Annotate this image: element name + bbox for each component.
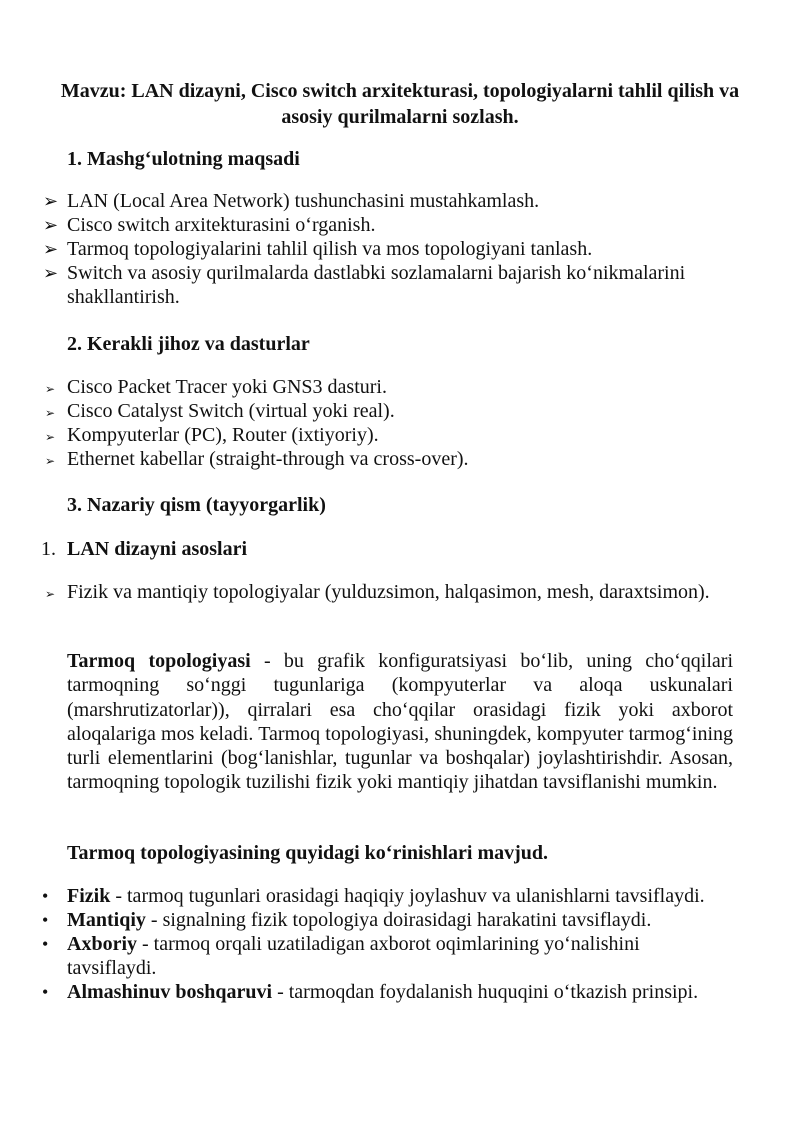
list-item: ➢ Kompyuterlar (PC), Router (ixtiyoriy). (0, 423, 733, 447)
topology-list (0, 580, 800, 604)
small-arrow-bullet-icon: ➢ (45, 406, 56, 420)
arrow-bullet-icon: ➢ (43, 215, 59, 235)
section-heading-equipment: 2. Kerakli jihoz va dasturlar (67, 333, 310, 355)
section-heading-goals: 1. Mashg‘ulotning maqsadi (67, 148, 300, 170)
topology-definition-paragraph (67, 649, 733, 795)
goals-list (0, 189, 800, 309)
list-item: ➢ Tarmoq topologiyalarini tahlil qilish va mos topologiyani tanlash. (43, 238, 593, 260)
list-item: ➢ Cisco Catalyst Switch (virtual yoki real). (0, 399, 733, 423)
numbered-item-label: LAN dizayni asoslari (67, 538, 248, 560)
dot-bullet-icon: • (42, 910, 49, 930)
small-arrow-bullet-icon: ➢ (45, 382, 56, 396)
list-item: • Almashinuv boshqaruvi - tarmoqdan foydalanish huquqini o‘tkazish prinsipi. (42, 981, 699, 1003)
list-item: ➢ Cisco switch arxitekturasini o‘rganish. (43, 214, 376, 236)
arrow-bullet-icon: ➢ (43, 239, 59, 259)
list-item: ➢ Cisco Packet Tracer yoki GNS3 dasturi. (0, 375, 733, 399)
dot-bullet-icon: • (42, 934, 49, 954)
arrow-bullet-icon: ➢ (43, 263, 59, 283)
types-heading: Tarmoq topologiyasining quyidagi ko‘rinishlari mavjud. (67, 842, 549, 864)
list-item: • Axboriy - tarmoq orqali uzatiladigan axborot oqimlarining yo‘nalishini tavsiflaydi. (42, 933, 640, 979)
list-item: • Fizik - tarmoq tugunlari orasidagi haqiqiy joylashuv va ulanishlarni tavsiflaydi. (42, 885, 705, 907)
list-item: ➢ Fizik va mantiqiy topologiyalar (yulduzsimon, halqasimon, mesh, daraxtsimon). (0, 580, 733, 604)
dot-bullet-icon: • (42, 982, 49, 1002)
list-item: ➢ Switch va asosiy qurilmalarda dastlabki sozlamalarni bajarish ko‘nikmalarini shakllantirish. (43, 262, 686, 308)
small-arrow-bullet-icon: ➢ (45, 454, 56, 468)
small-arrow-bullet-icon: ➢ (45, 587, 56, 601)
equipment-list (0, 375, 800, 471)
list-item: ➢ LAN (Local Area Network) tushunchasini mustahkamlash. (43, 190, 540, 212)
arrow-bullet-icon: ➢ (43, 191, 59, 211)
document-title: Mavzu: LAN dizayni, Cisco switch arxitekturasi, topologiyalarni tahlil qilish va asosiy qurilmalarni sozlash. (60, 80, 740, 128)
topology-types-list (0, 884, 800, 1004)
definition-text: - bu grafik konfiguratsiyasi bo‘lib, uning cho‘qqilari tarmoqning so‘nggi tugunlariga (kompyuterlar va aloqa uskunalari (marshrutizatorlar)), qirralari esa cho‘qqilar orasidagi fizik yoki axborot aloqalariga mos keladi. Tarmoq topologiyasi, shuningdek, kompyuter tarmog‘ining turli elementlarini (bog‘lanishlar, tugunlar va boshqalar) joylashtirishdir. Asosan, tarmoqning topologik tuzilishi fizik yoki mantiqiy jihatdan tavsiflanishi mumkin. (67, 650, 733, 794)
item-number: 1. (41, 538, 56, 560)
list-item: ➢ Ethernet kabellar (straight-through va cross-over). (0, 447, 733, 471)
section-heading-theory: 3. Nazariy qism (tayyorgarlik) (67, 494, 326, 516)
list-item: • Mantiqiy - signalning fizik topologiya doirasidagi harakatini tavsiflaydi. (42, 909, 652, 931)
small-arrow-bullet-icon: ➢ (45, 430, 56, 444)
term-topology: Tarmoq topologiyasi (67, 650, 251, 672)
dot-bullet-icon: • (42, 886, 49, 906)
